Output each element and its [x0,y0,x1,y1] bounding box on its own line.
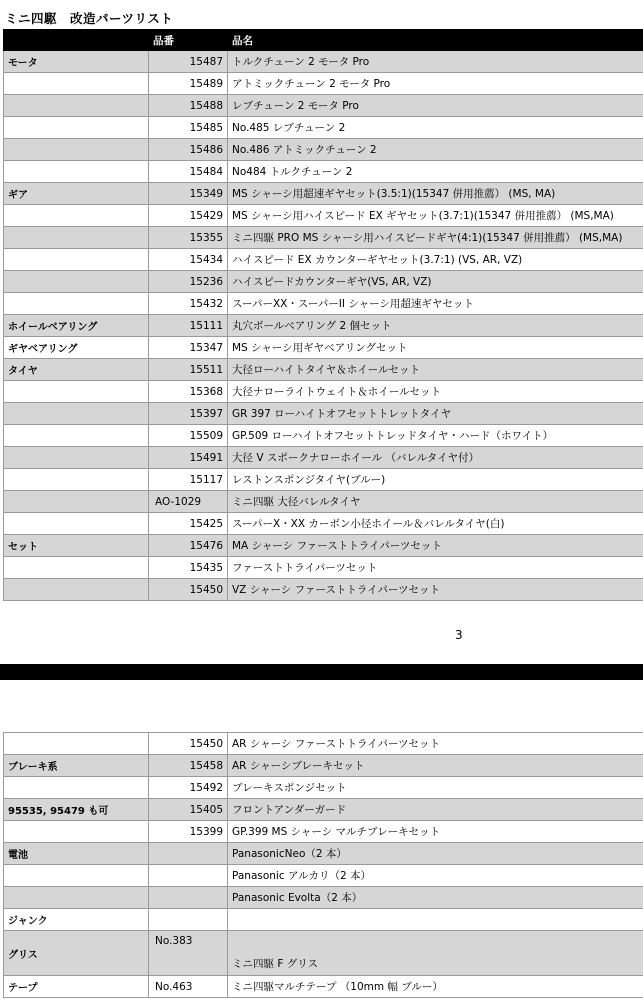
table-header [4,30,643,51]
table-row [4,271,643,293]
table-row [4,51,643,73]
part-name-cell: Panasonic アルカリ（2 本） [228,865,643,887]
part-number-cell: 15485 [149,117,228,139]
category-cell [4,491,149,513]
table-row [4,733,643,755]
part-name-cell: ファーストトライパーツセット [228,557,643,579]
part-number-cell: 15509 [149,425,228,447]
table-row [4,205,643,227]
part-number-cell: 15491 [149,447,228,469]
category-cell [4,139,149,161]
table-row [4,425,643,447]
part-number-cell: 15117 [149,469,228,491]
part-name-cell: GR 397 ローハイトオフセットトレットタイヤ [228,403,643,425]
part-name-cell: MS シャーシ用ギヤベアリングセット [228,337,643,359]
part-number-cell: 15399 [149,821,228,843]
part-name-cell: ハイスピード EX カウンターギヤセット(3.7:1) (VS, AR, VZ) [228,249,643,271]
category-cell [4,777,149,799]
part-number-cell: 15397 [149,403,228,425]
part-name-cell: No.485 レブチューン 2 [228,117,643,139]
category-cell: テープ [4,976,149,998]
part-name-cell [228,909,643,931]
part-name-cell: GP.509 ローハイトオフセットトレッドタイヤ・ハード（ホワイト） [228,425,643,447]
category-cell [4,293,149,315]
page-number: 3 [455,628,463,642]
table-row [4,315,643,337]
table-row [4,513,643,535]
part-name-cell: ブレーキスポンジセット [228,777,643,799]
category-cell [4,271,149,293]
part-number-cell: 15486 [149,139,228,161]
category-cell: ホイールベアリング [4,315,149,337]
part-name-cell: 大径ローハイトタイヤ＆ホイールセット [228,359,643,381]
part-number-cell: No.383 [149,931,228,976]
part-name-cell: レブチューン 2 モータ Pro [228,95,643,117]
table-row [4,447,643,469]
part-number-cell: AO-1029 [149,491,228,513]
table-row [4,73,643,95]
category-cell [4,249,149,271]
table-row [4,293,643,315]
part-name-cell: PanasonicNeo（2 本） [228,843,643,865]
category-cell [4,161,149,183]
part-name-cell: スーパーX・XX カーボン小径ホイール＆バレルタイヤ(白) [228,513,643,535]
header-category [4,30,149,51]
table-row [4,843,643,865]
table-row [4,557,643,579]
part-name-cell: GP.399 MS シャーシ マルチブレーキセット [228,821,643,843]
part-name-cell: ミニ四駆 F グリス [228,931,643,976]
category-cell [4,513,149,535]
part-name-cell: AR シャーシ ファーストトライパーツセット [228,733,643,755]
table-row [4,403,643,425]
table-row [4,887,643,909]
part-number-cell: 15492 [149,777,228,799]
table-row [4,777,643,799]
header-part-name: 品名 [228,30,643,51]
table-row [4,381,643,403]
part-name-cell: レストンスポンジタイヤ(ブルー) [228,469,643,491]
part-number-cell: 15450 [149,733,228,755]
part-name-cell: ハイスピードカウンターギヤ(VS, AR, VZ) [228,271,643,293]
category-cell: 95535, 95479 も可 [4,799,149,821]
table-row [4,183,643,205]
category-cell: ギア [4,183,149,205]
category-cell [4,887,149,909]
table-row [4,579,643,601]
part-number-cell [149,887,228,909]
part-number-cell: 15435 [149,557,228,579]
part-name-cell: Panasonic Evolta（2 本） [228,887,643,909]
part-number-cell: 15425 [149,513,228,535]
part-number-cell: 15368 [149,381,228,403]
category-cell: ギヤベアリング [4,337,149,359]
table-row [4,227,643,249]
part-number-cell: 15236 [149,271,228,293]
part-name-cell: MS シャーシ用超速ギヤセット(3.5:1)(15347 併用推薦） (MS, MA) [228,183,643,205]
category-cell [4,425,149,447]
part-number-cell: 15434 [149,249,228,271]
part-number-cell: 15489 [149,73,228,95]
part-name-cell: スーパーXX・スーパーII シャーシ用超速ギヤセット [228,293,643,315]
category-cell [4,557,149,579]
part-number-cell: 15111 [149,315,228,337]
table-row [4,799,643,821]
category-cell [4,73,149,95]
category-cell: モータ [4,51,149,73]
table-row [4,491,643,513]
part-name-cell: MS シャーシ用ハイスピード EX ギヤセット(3.7:1)(15347 併用推薦） (MS,MA) [228,205,643,227]
table-row [4,976,643,998]
part-number-cell: 15450 [149,579,228,601]
part-number-cell: 15349 [149,183,228,205]
part-name-cell: フロントアンダーガード [228,799,643,821]
header-part-number: 品番 [149,30,228,51]
category-cell: セット [4,535,149,557]
part-number-cell: 15347 [149,337,228,359]
table-row [4,337,643,359]
page-title: ミニ四駆 改造パーツリスト [5,11,174,26]
part-name-cell: AR シャーシブレーキセット [228,755,643,777]
part-number-cell: 15484 [149,161,228,183]
category-cell [4,381,149,403]
part-name-cell: ミニ四駆マルチテープ （10mm 幅 ブルー） [228,976,643,998]
part-name-cell: ミニ四駆 大径バレルタイヤ [228,491,643,513]
part-number-cell: 15405 [149,799,228,821]
part-number-cell: 15488 [149,95,228,117]
category-cell [4,579,149,601]
category-cell [4,205,149,227]
table-row [4,117,643,139]
part-number-cell [149,865,228,887]
part-number-cell [149,843,228,865]
category-cell [4,117,149,139]
table-row [4,535,643,557]
table-row [4,931,643,976]
table-row [4,249,643,271]
part-number-cell: 15355 [149,227,228,249]
category-cell [4,865,149,887]
part-number-cell: 15432 [149,293,228,315]
part-name-cell: ミニ四駆 PRO MS シャーシ用ハイスピードギヤ(4:1)(15347 併用推薦） (MS,MA) [228,227,643,249]
category-cell [4,821,149,843]
category-cell [4,469,149,491]
part-number-cell: 15429 [149,205,228,227]
part-name-cell: No.486 アトミックチューン 2 [228,139,643,161]
part-number-cell: 15476 [149,535,228,557]
part-name-cell: 大径ナローライトウェイト＆ホイールセット [228,381,643,403]
category-cell: タイヤ [4,359,149,381]
category-cell [4,95,149,117]
part-number-cell: 15458 [149,755,228,777]
table-row [4,909,643,931]
category-cell [4,227,149,249]
table-row [4,359,643,381]
part-name-cell: VZ シャーシ ファーストトライパーツセット [228,579,643,601]
category-cell: ジャンク [4,909,149,931]
parts-table [3,29,643,601]
table-row [4,161,643,183]
part-name-cell: 大径 V スポークナローホイール （バレルタイヤ付） [228,447,643,469]
parts-table-continued [3,732,643,998]
table-row [4,139,643,161]
category-cell [4,733,149,755]
part-name-cell: MA シャーシ ファーストトライパーツセット [228,535,643,557]
category-cell [4,403,149,425]
page-separator [0,664,643,680]
category-cell: 電池 [4,843,149,865]
part-name-cell: アトミックチューン 2 モータ Pro [228,73,643,95]
part-number-cell: No.463 [149,976,228,998]
part-name-cell: トルクチューン 2 モータ Pro [228,51,643,73]
table-row [4,95,643,117]
table-row [4,865,643,887]
category-cell: グリス [4,931,149,976]
table-row [4,755,643,777]
part-number-cell: 15487 [149,51,228,73]
part-number-cell [149,909,228,931]
category-cell: ブレーキ系 [4,755,149,777]
part-name-cell: 丸穴ボールベアリング 2 個セット [228,315,643,337]
table-row [4,469,643,491]
part-number-cell: 15511 [149,359,228,381]
part-name-cell: No484 トルクチューン 2 [228,161,643,183]
category-cell [4,447,149,469]
table-row [4,821,643,843]
